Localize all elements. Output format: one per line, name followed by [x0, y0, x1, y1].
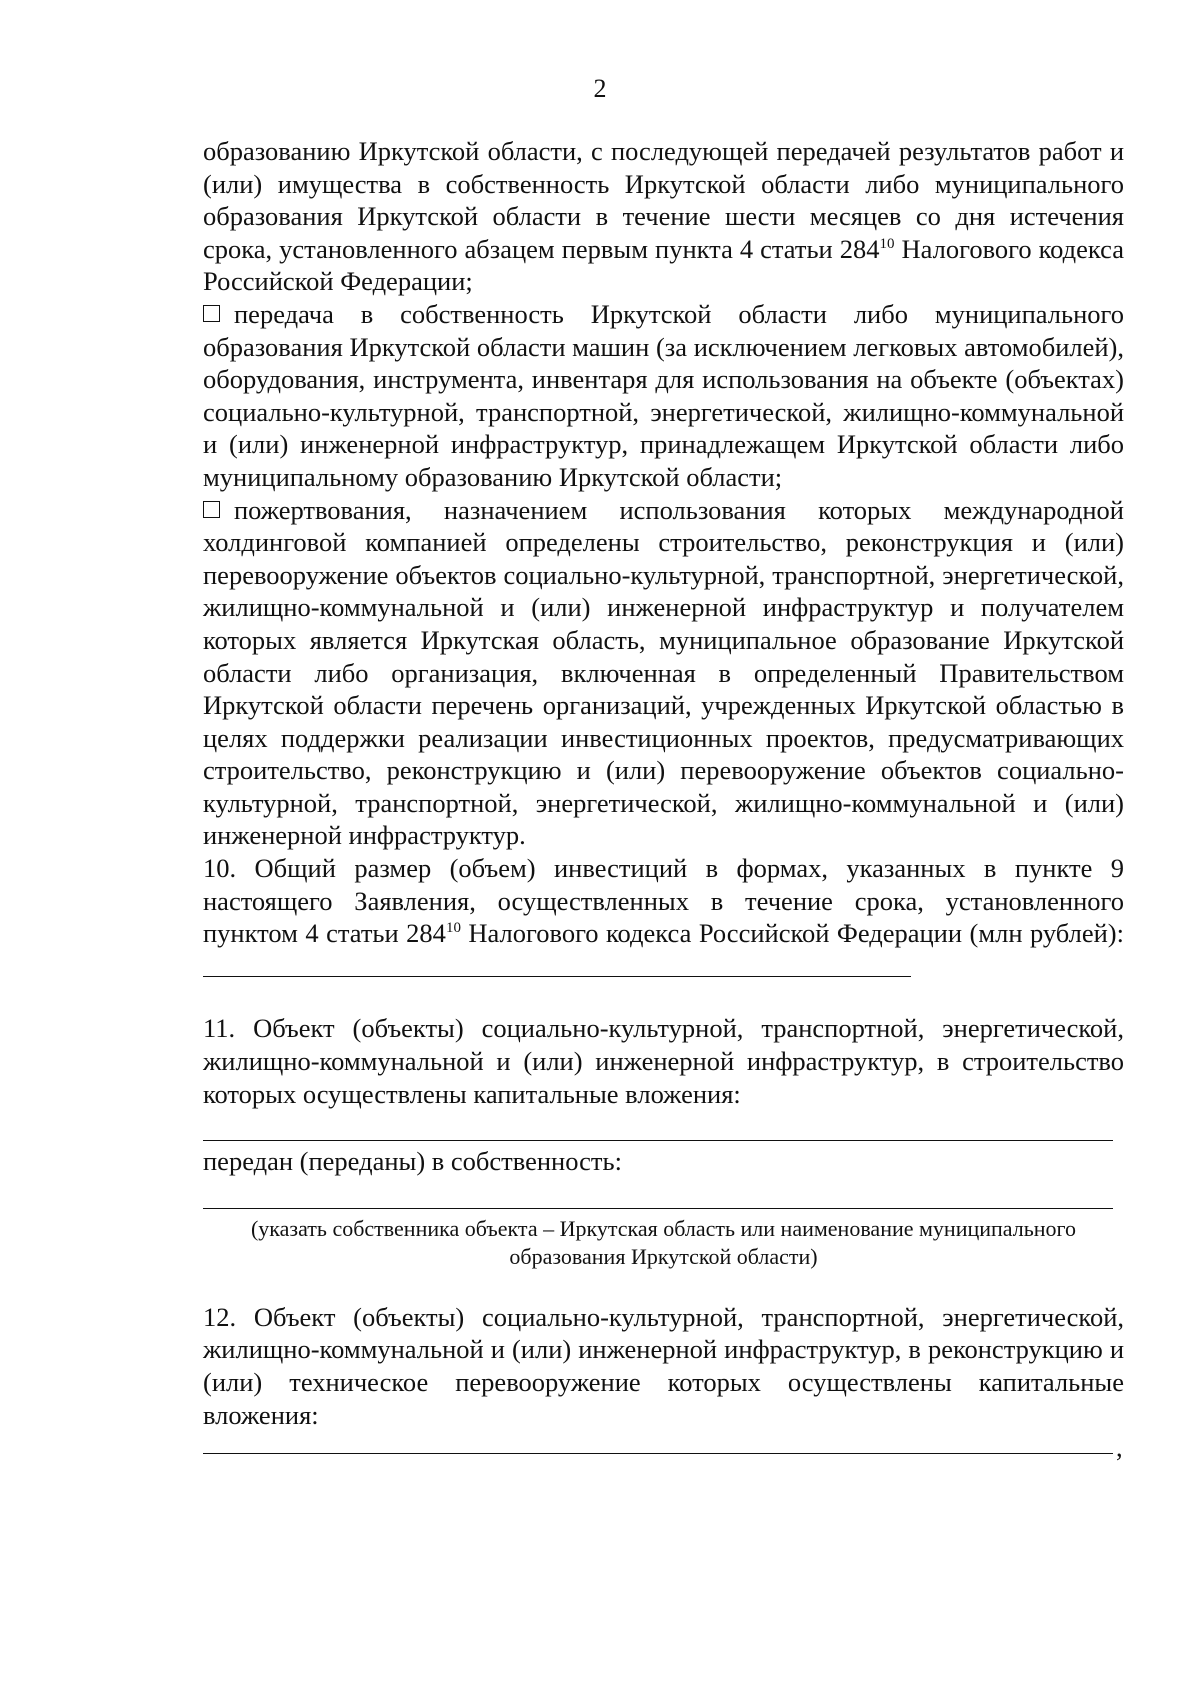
document-body — [203, 135, 1124, 1463]
page-number: 2 — [593, 74, 607, 103]
owner-hint: (указать собственника объекта – Иркутская область или наименование муниципального образования Иркутской области) — [250, 1215, 1077, 1269]
trailing-comma: , — [1116, 1432, 1123, 1463]
paragraph-text: 10. Общий размер (объем) инвестиций в формах, указанных в пункте 9 настоящего Заявления, осуществленных в течение срока, установленного пунктом 4 статьи 284 — [203, 853, 1124, 949]
reconstruction-object-field[interactable] — [203, 1453, 1113, 1454]
checkbox[interactable] — [203, 501, 220, 518]
paragraph-12: 12. Объект (объекты) социально-культурной, транспортной, энергетической, жилищно-коммунальной и (или) инженерной инфраструктур, в реконструкцию и (или) техническое перевооружение которых осуществлены капитальные вложения: — [203, 1301, 1124, 1430]
paragraph-10 — [203, 852, 1124, 982]
superscript: 10 — [879, 235, 895, 252]
checkbox[interactable] — [203, 305, 220, 322]
option-text: передача в собственность Иркутской области либо муниципального образования Иркутской области машин (за исключением легковых автомобилей), оборудования, инструмента, инвентаря для использования на объекте (объектах) социально-культурной, транспортной, энергетической, жилищно-коммунальной и (или) инженерной инфраструктур, принадлежащем Иркутской области либо муниципальному образованию Иркутской области; — [203, 298, 1124, 492]
option-transfer-machines — [203, 298, 1124, 494]
superscript: 10 — [445, 920, 461, 937]
transfer-label: передан (переданы) в собственность: — [203, 1146, 622, 1177]
paragraph-text-end: Налогового кодекса Российской Федерации; — [203, 233, 1124, 297]
option-donations — [203, 494, 1124, 853]
object-name-field[interactable] — [203, 1140, 1113, 1141]
owner-field[interactable] — [203, 1208, 1113, 1209]
paragraph-text-end: Налогового кодекса Российской Федерации (млн рублей): — [460, 918, 1124, 949]
option-text: пожертвования, назначением использования которых международной холдинговой компанией определены строительство, реконструкция и (или) перевооружение объектов социально-культурной, транспортной, энергетической, жилищно-коммунальной и (или) инженерной инфраструктур и получателем которых является Иркутская область, муниципальное образование Иркутской области либо организация, включенная в определенный Правительством Иркутской области перечень организаций, учрежденных Иркутской областью в целях поддержки реализации инвестиционных проектов, предусматривающих строительство, реконструкцию и (или) перевооружение объектов социально-культурной, транспортной, энергетической, жилищно-коммунальной и (или) инженерной инфраструктур. — [203, 494, 1124, 851]
paragraph-text: образованию Иркутской области, с последующей передачей результатов работ и (или) имущества в собственность Иркутской области либо муниципального образования Иркутской области в течение шести месяцев со дня истечения срока, установленного абзацем первым пункта 4 статьи 284 — [203, 136, 1124, 264]
paragraph-11: 11. Объект (объекты) социально-культурной, транспортной, энергетической, жилищно-коммунальной и (или) инженерной инфраструктур, в строительство которых осуществлены капитальные вложения: — [203, 1013, 1124, 1109]
investment-amount-field[interactable] — [203, 956, 911, 977]
paragraph-continuation — [203, 135, 1124, 298]
